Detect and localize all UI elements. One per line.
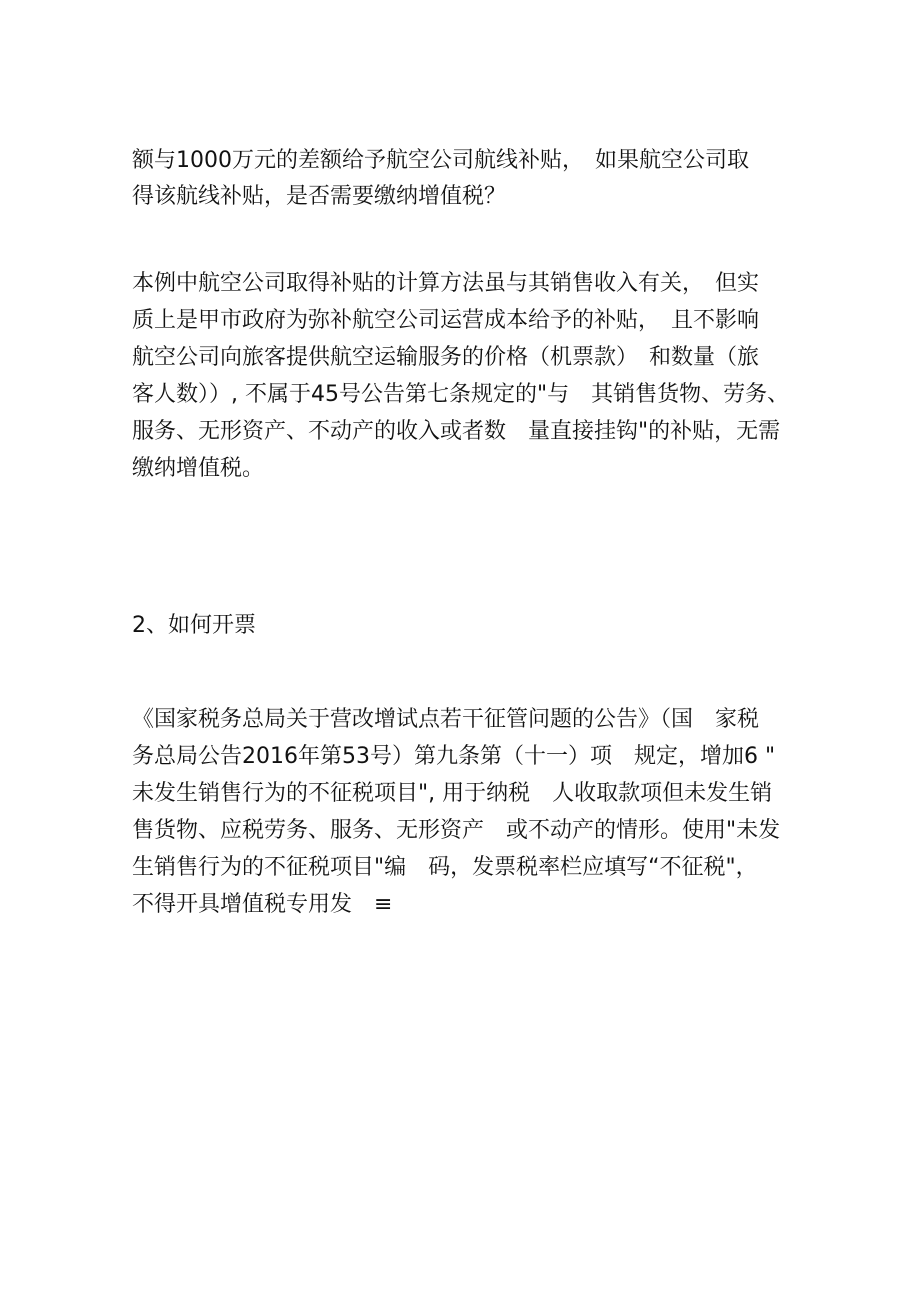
text-line: 本例中航空公司取得补贴的计算方法虽与其销售收入有关， 但实 bbox=[132, 271, 760, 296]
text-line: 《国家税务总局关于营改增试点若干征管问题的公告》（国 家税 bbox=[132, 707, 760, 732]
paragraph-airline-subsidy-question bbox=[132, 143, 812, 215]
text-line: 得该航线补贴，是否需要缴纳增值税？ bbox=[132, 184, 507, 209]
text-line: 缴纳增值税。 bbox=[132, 456, 265, 481]
text-line: 生销售行为的不征税项目"编 码，发票税率栏应填写“不征税"， bbox=[132, 855, 758, 880]
text-line: 航空公司向旅客提供航空运输服务的价格（机票款） 和数量（旅 bbox=[132, 345, 760, 370]
section-heading bbox=[132, 607, 812, 645]
text-line: 务总局公告2016年第53号）第九条第（十一）项 规定，增加6 " bbox=[132, 744, 776, 769]
text-line: 不得开具增值税专用发 ≡ bbox=[132, 892, 393, 917]
text-line: 质上是甲市政府为弥补航空公司运营成本给予的补贴， 且不影响 bbox=[132, 308, 760, 333]
paragraph-answer bbox=[132, 265, 812, 487]
heading-text: 2、如何开票 bbox=[132, 613, 256, 638]
text-line: 额与1000万元的差额给予航空公司航线补贴， 如果航空公司取 bbox=[132, 148, 749, 173]
text-line: 客人数））, 不属于45号公告第七条规定的"与 其销售货物、劳务、 bbox=[132, 382, 790, 407]
text-line: 售货物、应税劳务、服务、无形资产 或不动产的情形。使用"未发 bbox=[132, 818, 781, 843]
text-line: 服务、无形资产、不动产的收入或者数 量直接挂钩"的补贴，无需 bbox=[132, 419, 781, 444]
text-line: 未发生销售行为的不征税项目", 用于纳税 人收取款项但未发生销 bbox=[132, 781, 773, 806]
paragraph-invoicing-rules bbox=[132, 701, 812, 923]
